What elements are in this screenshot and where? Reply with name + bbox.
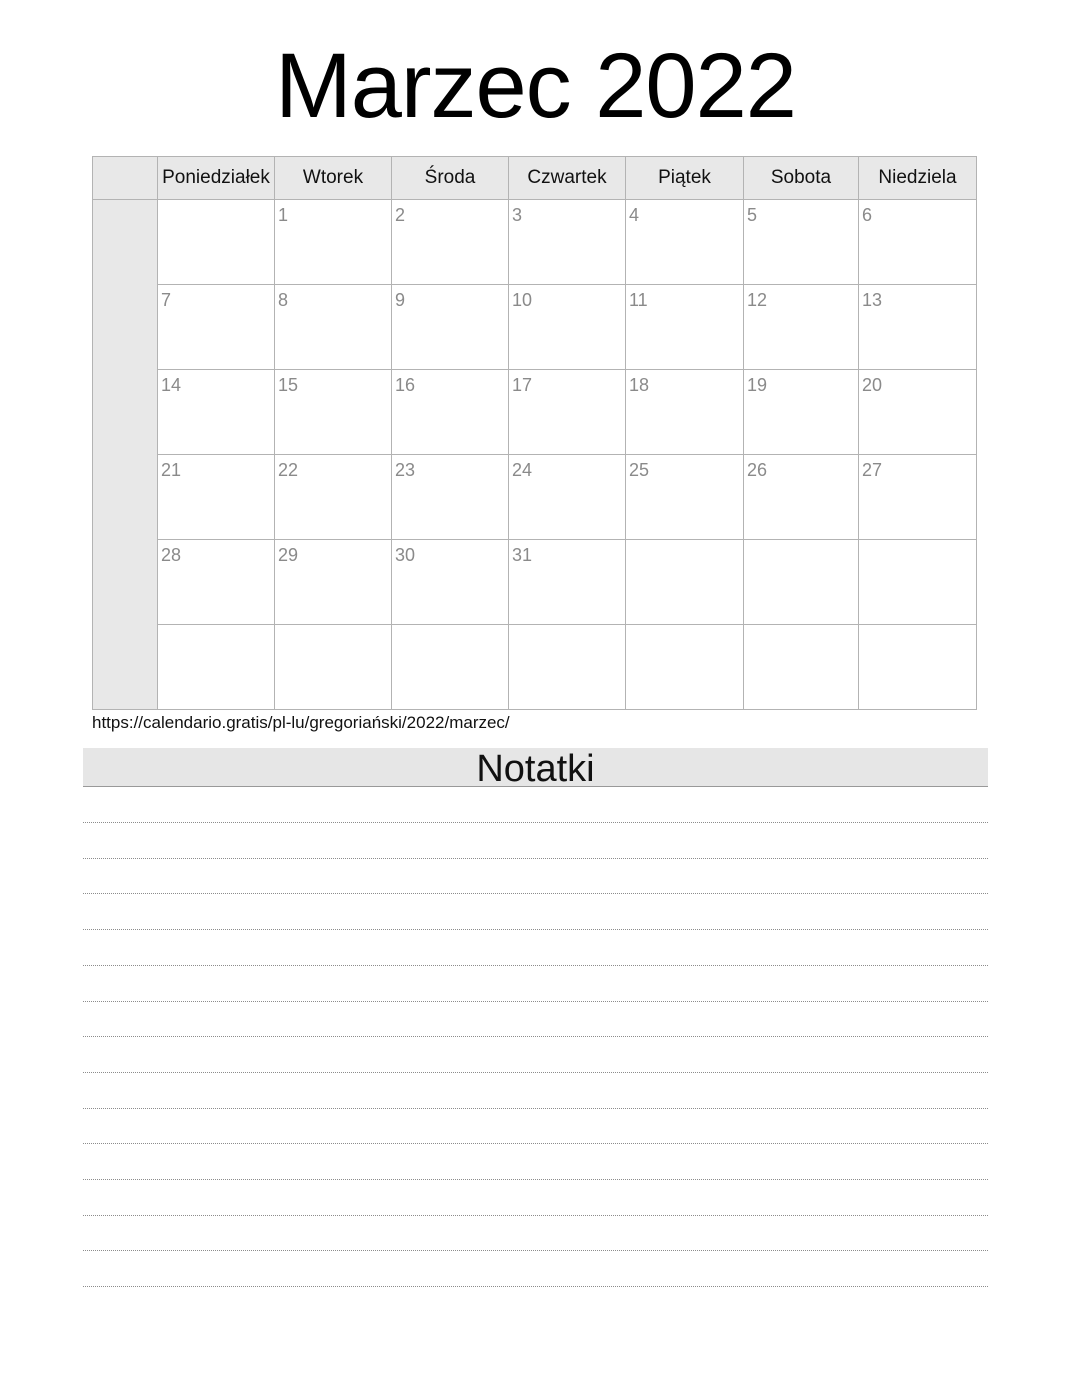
day-cell [626,200,744,285]
note-line [83,1215,988,1216]
day-cell [392,625,509,710]
day-cell [275,200,392,285]
note-line [83,1250,988,1251]
day-number [744,540,858,545]
source-url: https://calendario.gratis/pl-lu/gregoriański/2022/marzec/ [92,713,510,732]
day-cell [859,625,977,710]
day-cell [744,285,859,370]
day-cell [275,455,392,540]
weekday-header: Poniedziałek [158,157,275,200]
day-cell [509,540,626,625]
day-number: 14 [161,375,182,395]
day-number: 29 [278,545,299,565]
day-cell [626,540,744,625]
day-number: 9 [395,290,406,310]
day-cell [744,625,859,710]
day-cell [744,455,859,540]
day-number [275,625,391,630]
day-cell [509,455,626,540]
day-cell [392,285,509,370]
day-cell [275,285,392,370]
day-cell [275,540,392,625]
weekday-header: Czwartek [509,157,626,200]
day-cell [509,370,626,455]
day-cell [509,200,626,285]
day-number: 26 [747,460,768,480]
calendar-grid [92,156,977,710]
week-row [93,200,977,285]
day-number: 13 [862,290,883,310]
day-number: 11 [629,290,648,310]
weekday-header: Sobota [744,157,859,200]
day-number: 25 [629,460,650,480]
day-number: 21 [161,460,182,480]
day-number: 16 [395,375,416,395]
note-line [83,1072,988,1073]
day-cell [392,540,509,625]
week-number-column [93,200,158,710]
day-cell [859,285,977,370]
day-cell [859,200,977,285]
day-cell [158,455,275,540]
page-title: Marzec 2022 [275,35,796,137]
day-cell [859,370,977,455]
weekday-header: Środa [392,157,509,200]
day-number: 17 [512,375,533,395]
day-number: 31 [512,545,533,565]
day-number: 15 [278,375,299,395]
day-number: 3 [512,205,523,225]
day-cell [392,455,509,540]
day-cell [744,200,859,285]
day-number [859,625,976,630]
note-line [83,893,988,894]
week-row [93,455,977,540]
day-number [158,625,274,630]
day-number: 20 [862,375,883,395]
day-cell [744,370,859,455]
day-cell [158,285,275,370]
week-column-header [93,157,158,200]
day-number [626,540,743,545]
day-number: 28 [161,545,182,565]
week-row [93,370,977,455]
notes-heading: Notatki [83,748,988,787]
day-number: 10 [512,290,533,310]
day-cell [509,625,626,710]
weekday-header: Niedziela [859,157,977,200]
weekday-header: Wtorek [275,157,392,200]
note-line [83,965,988,966]
weekday-header: Piątek [626,157,744,200]
day-number: 7 [161,290,172,310]
day-cell [859,455,977,540]
day-number: 24 [512,460,533,480]
day-number: 19 [747,375,768,395]
day-cell [392,200,509,285]
day-number: 2 [395,205,406,225]
day-number: 4 [629,205,640,225]
day-number [859,540,976,545]
weekday-header-row [93,157,977,200]
day-cell [626,370,744,455]
day-cell [859,540,977,625]
day-number [392,625,508,630]
day-number [626,625,743,630]
week-row [93,540,977,625]
note-line [83,1036,988,1037]
day-cell [626,625,744,710]
note-line [83,1179,988,1180]
day-number: 6 [862,205,873,225]
day-cell [626,285,744,370]
day-cell [509,285,626,370]
day-cell [275,625,392,710]
day-number: 18 [629,375,650,395]
day-number [744,625,858,630]
week-row [93,625,977,710]
day-number: 12 [747,290,768,310]
day-cell [158,540,275,625]
day-cell [744,540,859,625]
note-line [83,1108,988,1109]
day-number: 8 [278,290,289,310]
day-cell [158,625,275,710]
note-line [83,1001,988,1002]
note-line [83,1143,988,1144]
day-cell [158,370,275,455]
day-cell [392,370,509,455]
note-line [83,929,988,930]
week-row [93,285,977,370]
day-number: 22 [278,460,299,480]
day-cell [158,200,275,285]
day-number [158,200,274,205]
note-line [83,1286,988,1287]
day-number: 1 [278,205,289,225]
day-number: 30 [395,545,416,565]
note-line [83,858,988,859]
day-number: 23 [395,460,416,480]
note-line [83,822,988,823]
day-number [509,625,625,630]
day-number: 27 [862,460,883,480]
day-number: 5 [747,205,758,225]
day-cell [626,455,744,540]
day-cell [275,370,392,455]
